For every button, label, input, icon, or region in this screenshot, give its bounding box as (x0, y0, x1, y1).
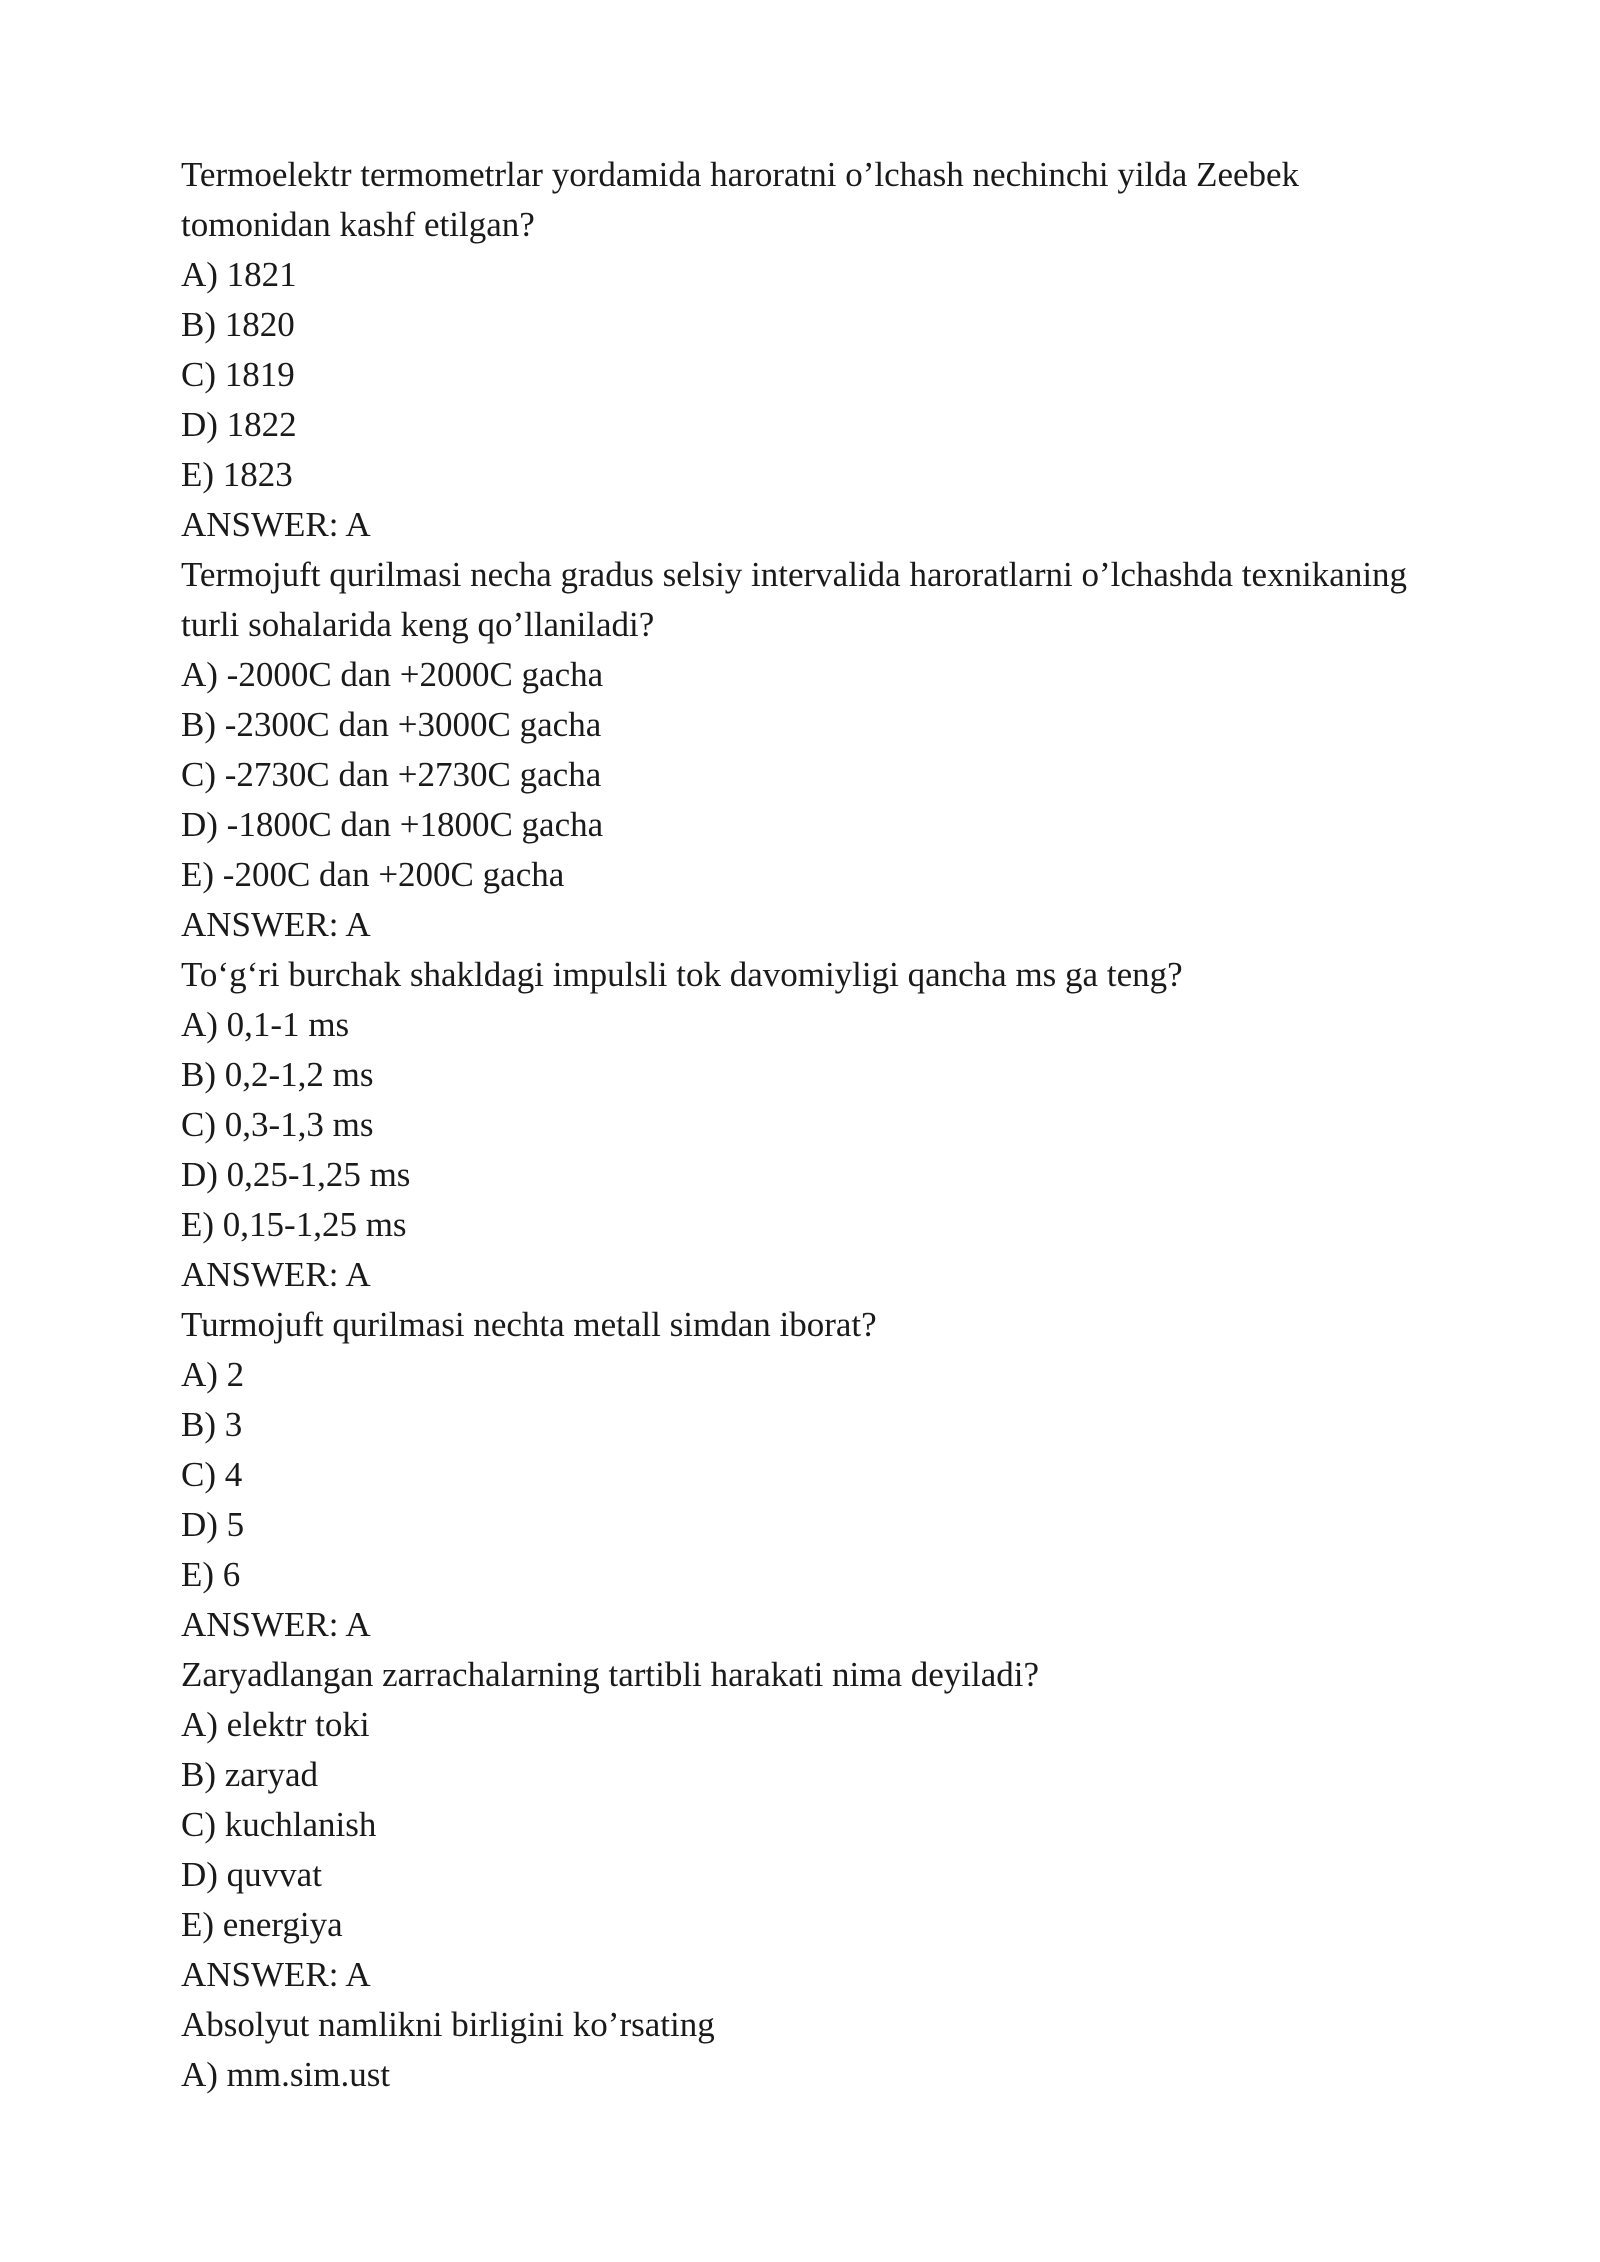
answer-option: A) 0,1-1 ms (181, 1005, 350, 1044)
question-text: To‘g‘ri burchak shakldagi impulsli tok davomiyligi qancha ms ga teng? (181, 955, 1183, 994)
answer-option: C) 0,3-1,3 ms (181, 1105, 374, 1144)
answer-option: C) -2730C dan +2730C gacha (181, 755, 602, 794)
correct-answer: ANSWER: A (181, 1955, 371, 1994)
answer-option: B) zaryad (181, 1755, 319, 1794)
answer-option: A) mm.sim.ust (181, 2055, 391, 2094)
answer-option: D) quvvat (181, 1855, 322, 1894)
answer-option: B) 3 (181, 1405, 243, 1444)
question-text: Zaryadlangan zarrachalarning tartibli harakati nima deyiladi? (181, 1655, 1040, 1694)
correct-answer: ANSWER: A (181, 505, 371, 544)
answer-option: E) energiya (181, 1905, 343, 1944)
answer-option: E) 1823 (181, 455, 293, 494)
question-text: Termojuft qurilmasi necha gradus selsiy intervalida haroratlarni o’lchashda texnikaning turli sohalarida keng qo’llaniladi? (181, 555, 1408, 644)
correct-answer: ANSWER: A (181, 1255, 371, 1294)
question-text: Absolyut namlikni birligini ko’rsating (181, 2005, 715, 2044)
answer-option: A) 2 (181, 1355, 245, 1394)
answer-option: E) 6 (181, 1555, 241, 1594)
answer-option: E) -200C dan +200C gacha (181, 855, 565, 894)
answer-option: C) kuchlanish (181, 1805, 377, 1844)
answer-option: B) 0,2-1,2 ms (181, 1055, 374, 1094)
answer-option: D) 5 (181, 1505, 245, 1544)
answer-option: C) 4 (181, 1455, 243, 1494)
answer-option: A) 1821 (181, 255, 297, 294)
answer-option: B) -2300C dan +3000C gacha (181, 705, 602, 744)
answer-option: D) -1800C dan +1800C gacha (181, 805, 604, 844)
answer-option: E) 0,15-1,25 ms (181, 1205, 407, 1244)
answer-option: D) 1822 (181, 405, 297, 444)
answer-option: D) 0,25-1,25 ms (181, 1155, 411, 1194)
answer-option: A) elektr toki (181, 1705, 370, 1744)
answer-option: B) 1820 (181, 305, 295, 344)
question-text: Termoelektr termometrlar yordamida haroratni o’lchash nechinchi yilda Zeebek tomonidan kashf etilgan? (181, 155, 1300, 244)
answer-option: C) 1819 (181, 355, 295, 394)
document-page (181, 150, 1441, 2100)
correct-answer: ANSWER: A (181, 905, 371, 944)
correct-answer: ANSWER: A (181, 1605, 371, 1644)
question-text: Turmojuft qurilmasi nechta metall simdan iborat? (181, 1305, 877, 1344)
answer-option: A) -2000C dan +2000C gacha (181, 655, 604, 694)
